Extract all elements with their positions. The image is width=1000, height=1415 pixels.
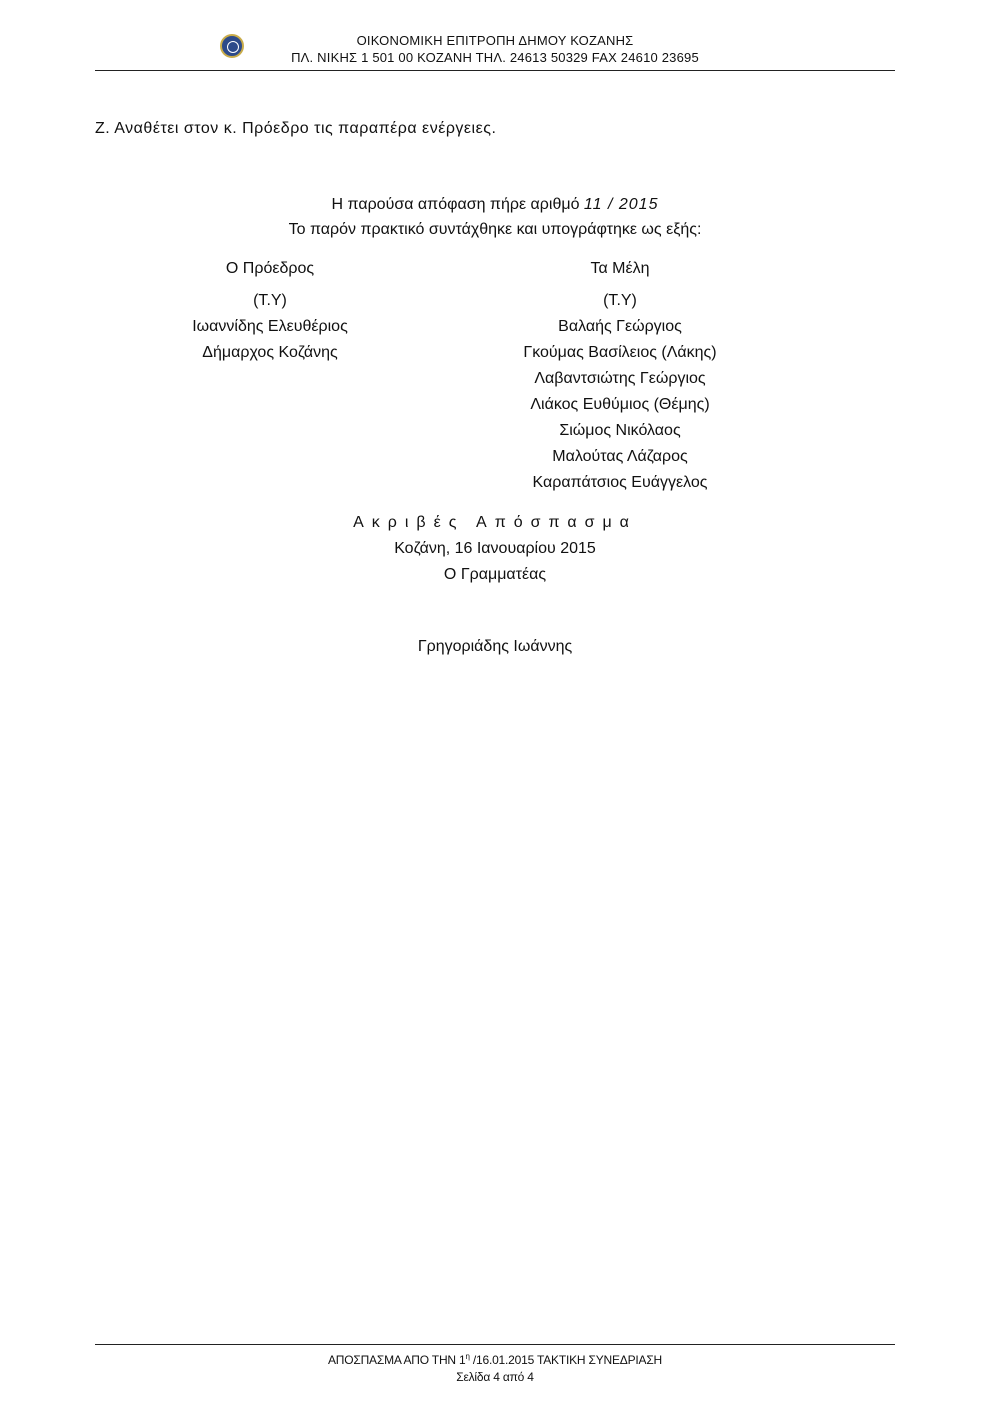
decision-block: [95, 192, 895, 242]
footer-page-number: Σελίδα 4 από 4: [456, 1370, 534, 1384]
members-title: Τα Μέλη: [590, 260, 650, 277]
place-date: Κοζάνη, 16 Ιανουαρίου 2015: [394, 540, 596, 557]
header-line-2: ΠΛ. ΝΙΚΗΣ 1 501 00 ΚΟΖΑΝΗ ΤΗΛ. 24613 50329 FAX 24610 23695: [291, 50, 699, 65]
members-column: [485, 256, 755, 496]
clause-z: Ζ. Αναθέτει στον κ. Πρόεδρο τις παραπέρα ενέργειες.: [95, 120, 497, 137]
member-name: Γκούμας Βασίλειος (Λάκης): [523, 344, 717, 361]
header-text: [95, 32, 895, 66]
president-column: [135, 256, 405, 366]
president-name: Ιωαννίδης Ελευθέριος: [192, 318, 348, 335]
member-name: Σιώμος Νικόλαος: [559, 422, 681, 439]
footer-prefix: ΑΠΟΣΠΑΣΜΑ ΑΠΟ ΤΗΝ 1: [327, 1353, 466, 1367]
signing-statement: Το παρόν πρακτικό συντάχθηκε και υπογράφτηκε ως εξής:: [288, 221, 702, 238]
header-line-1: ΟΙΚΟΝΟΜΙΚΗ ΕΠΙΤΡΟΠΗ ΔΗΜΟΥ ΚΟΖΑΝΗΣ: [356, 33, 634, 48]
president-role: Δήμαρχος Κοζάνης: [202, 344, 338, 361]
footer-line-1: [95, 1348, 895, 1369]
excerpt-block: [95, 510, 895, 588]
member-name: Βαλαής Γεώργιος: [558, 318, 682, 335]
footer-suffix: /16.01.2015 ΤΑΚΤΙΚΗ ΣΥΝΕΔΡΙΑΣΗ: [469, 1353, 663, 1367]
member-name: Καραπάτσιος Ευάγγελος: [532, 474, 708, 491]
page-header: [95, 30, 895, 71]
decision-number: 11 / 2015: [583, 196, 659, 213]
excerpt-title: Ακριβές Απόσπασμα: [353, 514, 637, 531]
president-ty: (Τ.Υ): [253, 292, 287, 309]
decision-text: Η παρούσα απόφαση πήρε αριθμό: [331, 196, 580, 213]
secretary-name: Γρηγοριάδης Ιωάννης: [417, 638, 573, 655]
page-footer: [95, 1344, 895, 1386]
decision-line: [95, 192, 895, 217]
president-title: Ο Πρόεδρος: [225, 260, 315, 277]
member-name: Λιάκος Ευθύμιος (Θέμης): [530, 396, 710, 413]
member-name: Μαλούτας Λάζαρος: [552, 448, 688, 465]
members-ty: (Τ.Υ): [603, 292, 637, 309]
secretary-title: Ο Γραμματέας: [443, 566, 547, 583]
footer-ordinal: η: [465, 1352, 470, 1361]
member-name: Λαβαντσιώτης Γεώργιος: [534, 370, 706, 387]
